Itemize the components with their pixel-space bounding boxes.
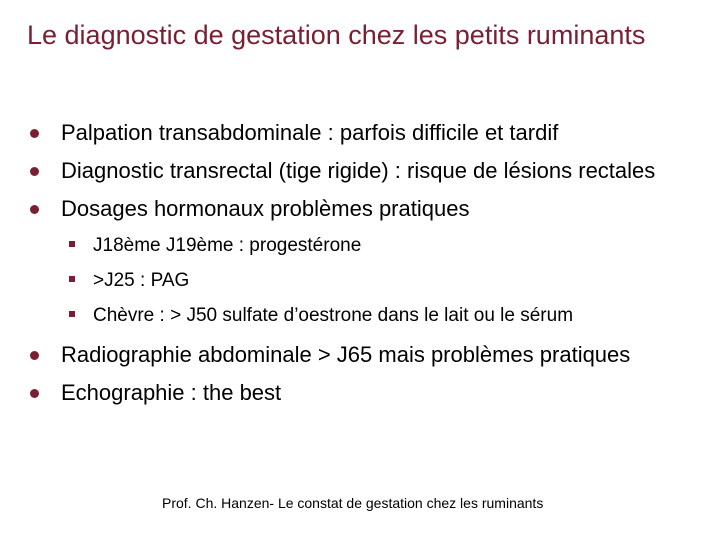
square-bullet-icon [69,241,75,247]
round-bullet-icon [30,167,39,176]
bullet-item [0,342,720,368]
square-bullet-icon [69,276,75,282]
bullet-text: Radiographie abdominale > J65 mais problèmes pratiques [61,342,631,367]
square-bullet-icon [69,311,75,317]
subbullet-text: Chèvre : > J50 sulfate d’oestrone dans le lait ou le sérum [93,305,574,326]
subbullet-list [0,234,700,328]
bullet-text: Echographie : the best [61,380,282,405]
round-bullet-icon [30,205,39,214]
bullet-text: Diagnostic transrectal (tige rigide) : risque de lésions rectales [61,158,656,183]
bullet-text: Palpation transabdominale : parfois difficile et tardif [61,120,559,145]
slide-footer: Prof. Ch. Hanzen- Le constat de gestation chez les ruminants [162,495,544,511]
bullet-item [0,158,720,184]
round-bullet-icon [30,389,39,398]
slide-title: Le diagnostic de gestation chez les petits ruminants [27,20,646,50]
bullet-item [0,380,720,406]
subbullet-text: >J25 : PAG [93,270,190,291]
bullet-list [0,120,720,418]
subbullet-item [0,269,700,293]
bullet-item [0,120,720,146]
bullet-text: Dosages hormonaux problèmes pratiques [61,196,470,221]
subbullet-item [0,234,700,258]
subbullet-text: J18ème J19ème : progestérone [93,235,362,256]
bullet-item [0,196,720,328]
round-bullet-icon [30,351,39,360]
round-bullet-icon [30,129,39,138]
subbullet-item [0,304,700,328]
